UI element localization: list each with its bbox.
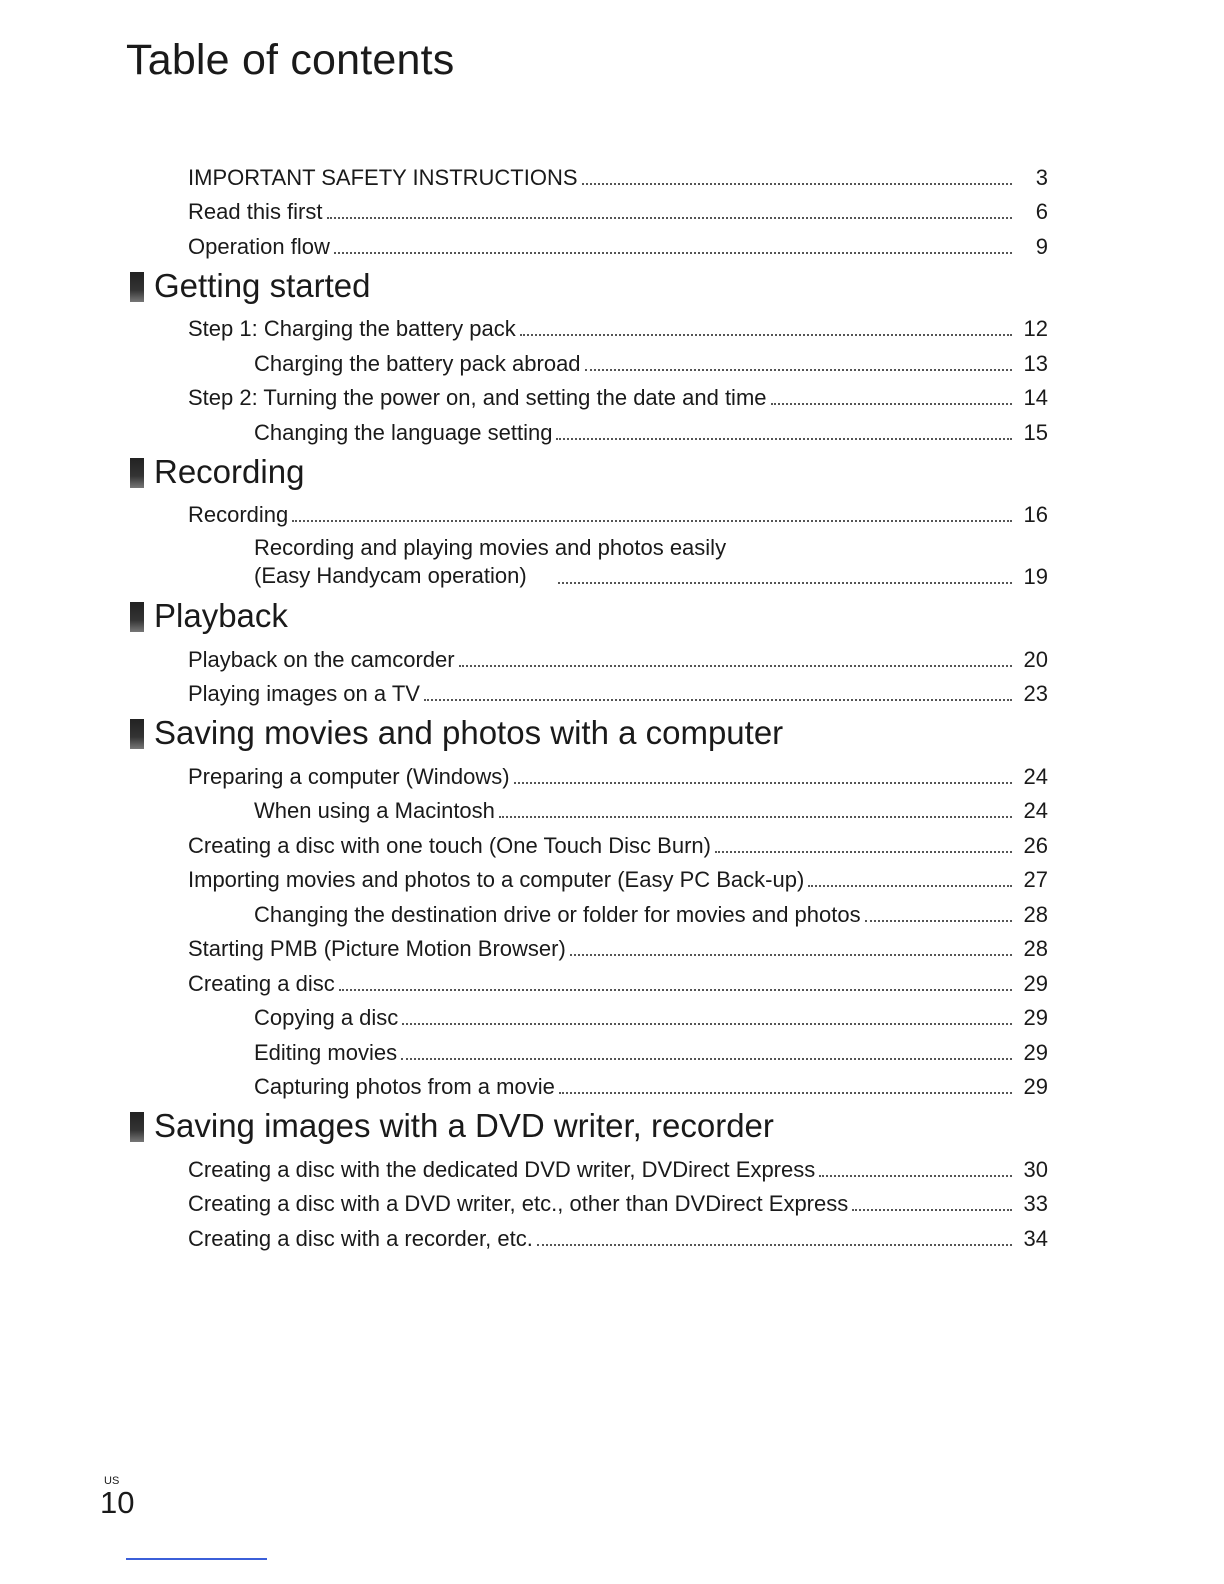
toc-entry[interactable] [128, 930, 1048, 965]
toc-subentry[interactable] [128, 413, 1048, 448]
toc-entry-label: IMPORTANT SAFETY INSTRUCTIONS [188, 164, 578, 190]
toc-subentry[interactable] [128, 344, 1048, 379]
toc-subentry[interactable] [128, 999, 1048, 1034]
toc-entry-page: 12 [1023, 316, 1048, 341]
toc-entry[interactable] [128, 379, 1048, 414]
toc-entry[interactable] [128, 193, 1048, 228]
toc-entry[interactable] [128, 310, 1048, 345]
section-title: Recording [154, 452, 305, 490]
page-title: Table of contents [126, 36, 455, 84]
toc-entry-label: Editing movies [254, 1039, 398, 1065]
section-marker-icon [130, 272, 144, 302]
toc-entry-page: 28 [1023, 901, 1048, 927]
toc-entry-label: When using a Macintosh [254, 798, 495, 823]
dot-leader [570, 953, 1012, 956]
toc-entry-label: Step 2: Turning the power on, and setting the date and time [188, 385, 767, 410]
toc-entry[interactable] [128, 1185, 1048, 1220]
toc-entry-page: 34 [1023, 1225, 1048, 1251]
section-saving-computer [128, 709, 1048, 1102]
toc-entry-label: Capturing photos from a movie [254, 1074, 555, 1099]
toc-entry[interactable] [128, 964, 1048, 999]
toc-entry-label: Creating a disc with a recorder, etc. [188, 1225, 533, 1251]
dot-leader [401, 1057, 1012, 1060]
section-saving-dvd [128, 1102, 1048, 1254]
dot-leader [520, 333, 1012, 336]
dot-leader [582, 182, 1012, 185]
toc-entry-page: 30 [1023, 1156, 1048, 1182]
toc-entry-page: 13 [1023, 350, 1048, 376]
toc-subentry[interactable] [128, 1068, 1048, 1103]
dot-leader [459, 664, 1012, 667]
toc-entry-page: 26 [1023, 832, 1048, 858]
section-getting-started [128, 262, 1048, 448]
section-title: Playback [154, 597, 288, 634]
section-heading[interactable] [128, 262, 1048, 310]
toc-entry-page: 3 [1035, 164, 1048, 190]
toc-entry-page: 23 [1023, 681, 1048, 706]
toc-entry[interactable] [128, 675, 1048, 710]
toc-subentry[interactable] [128, 1033, 1048, 1068]
toc-entry-page: 16 [1023, 502, 1048, 527]
toc-entry-label: Creating a disc with the dedicated DVD writer, DVDirect Express [188, 1156, 816, 1182]
toc-entry-page: 29 [1023, 970, 1048, 996]
toc-entry-label: Copying a disc [254, 1005, 399, 1030]
footer-rule [126, 1558, 267, 1560]
toc-entry-label: Creating a disc with a DVD writer, etc., other than DVDirect Express [188, 1191, 849, 1216]
section-heading[interactable] [128, 1102, 1048, 1150]
section-marker-icon [130, 1112, 144, 1142]
toc-entry-page: 6 [1035, 199, 1048, 224]
toc-entry-label: Charging the battery pack abroad [254, 350, 581, 376]
toc-entry-label: Creating a disc [188, 970, 335, 996]
toc-entry-label-line1: Recording and playing movies and photos easily [254, 535, 727, 560]
toc-entry[interactable] [128, 861, 1048, 896]
dot-leader [715, 850, 1012, 853]
dot-leader [499, 815, 1012, 818]
dot-leader [585, 368, 1012, 371]
dot-leader [558, 581, 1012, 584]
toc-entry-label-line2: (Easy Handycam operation) [254, 563, 527, 588]
section-title: Saving movies and photos with a computer [154, 714, 784, 751]
toc-entry-page: 28 [1023, 936, 1048, 961]
toc-entry-page: 15 [1023, 419, 1048, 445]
toc-entry-page: 33 [1023, 1191, 1048, 1216]
toc-entry-label: Playing images on a TV [188, 681, 420, 706]
dot-leader [424, 698, 1012, 701]
dot-leader [514, 781, 1012, 784]
page-number: 10 [100, 1485, 135, 1520]
toc-subentry[interactable] [128, 895, 1048, 930]
toc-entry-label: Changing the language setting [254, 419, 553, 445]
toc-entry-page: 29 [1023, 1039, 1048, 1065]
toc-entry-label: Operation flow [188, 233, 330, 259]
section-marker-icon [130, 719, 144, 749]
section-marker-icon [130, 602, 144, 632]
toc-entry[interactable] [128, 1219, 1048, 1254]
toc-entry-label: Playback on the camcorder [188, 646, 455, 672]
toc-entry-page: 24 [1023, 798, 1048, 823]
table-of-contents [128, 158, 1048, 1254]
dot-leader [808, 884, 1012, 887]
dot-leader [334, 251, 1012, 254]
toc-entry-page: 9 [1035, 233, 1048, 259]
toc-entry[interactable] [128, 826, 1048, 861]
toc-entry[interactable] [128, 640, 1048, 675]
dot-leader [339, 988, 1012, 991]
toc-entry-label: Creating a disc with one touch (One Touch Disc Burn) [188, 832, 711, 858]
section-title: Getting started [154, 266, 371, 304]
toc-entry-label: Step 1: Charging the battery pack [188, 316, 516, 341]
toc-entry[interactable] [128, 496, 1048, 531]
region-label: US [104, 1475, 120, 1487]
toc-entry-label: Starting PMB (Picture Motion Browser) [188, 936, 566, 961]
dot-leader [771, 402, 1013, 405]
toc-entry-label [254, 534, 727, 590]
dot-leader [327, 216, 1013, 219]
section-playback [128, 592, 1048, 709]
page-footer [100, 1475, 134, 1519]
toc-entry-page: 29 [1023, 1074, 1048, 1099]
dot-leader [556, 437, 1012, 440]
dot-leader [559, 1091, 1012, 1094]
toc-subentry[interactable] [128, 530, 1048, 592]
toc-entry-page: 24 [1023, 763, 1048, 789]
toc-entry-label: Changing the destination drive or folder for movies and photos [254, 901, 861, 927]
section-heading[interactable] [128, 448, 1048, 496]
section-title: Saving images with a DVD writer, recorder [154, 1107, 774, 1144]
dot-leader [537, 1243, 1012, 1246]
dot-leader [819, 1174, 1012, 1177]
dot-leader [852, 1208, 1012, 1211]
dot-leader [402, 1022, 1012, 1025]
toc-entry[interactable] [128, 1150, 1048, 1185]
dot-leader [865, 919, 1012, 922]
section-recording [128, 448, 1048, 593]
section-heading[interactable] [128, 709, 1048, 757]
toc-entry-label: Read this first [188, 199, 323, 224]
toc-entry-page: 14 [1023, 385, 1048, 410]
toc-entry-page: 27 [1023, 867, 1048, 892]
toc-entry-label: Importing movies and photos to a computer (Easy PC Back-up) [188, 867, 805, 892]
toc-entry-page: 29 [1023, 1005, 1048, 1030]
toc-entry-label: Recording [188, 502, 289, 527]
toc-entry-page: 19 [1023, 564, 1048, 589]
toc-entry[interactable] [128, 757, 1048, 792]
toc-subentry[interactable] [128, 792, 1048, 827]
toc-entry[interactable] [128, 158, 1048, 193]
toc-entry[interactable] [128, 227, 1048, 262]
section-marker-icon [130, 458, 144, 488]
dot-leader [292, 519, 1012, 522]
section-heading[interactable] [128, 592, 1048, 640]
toc-entry-page: 20 [1023, 646, 1048, 672]
toc-entry-label: Preparing a computer (Windows) [188, 763, 510, 789]
